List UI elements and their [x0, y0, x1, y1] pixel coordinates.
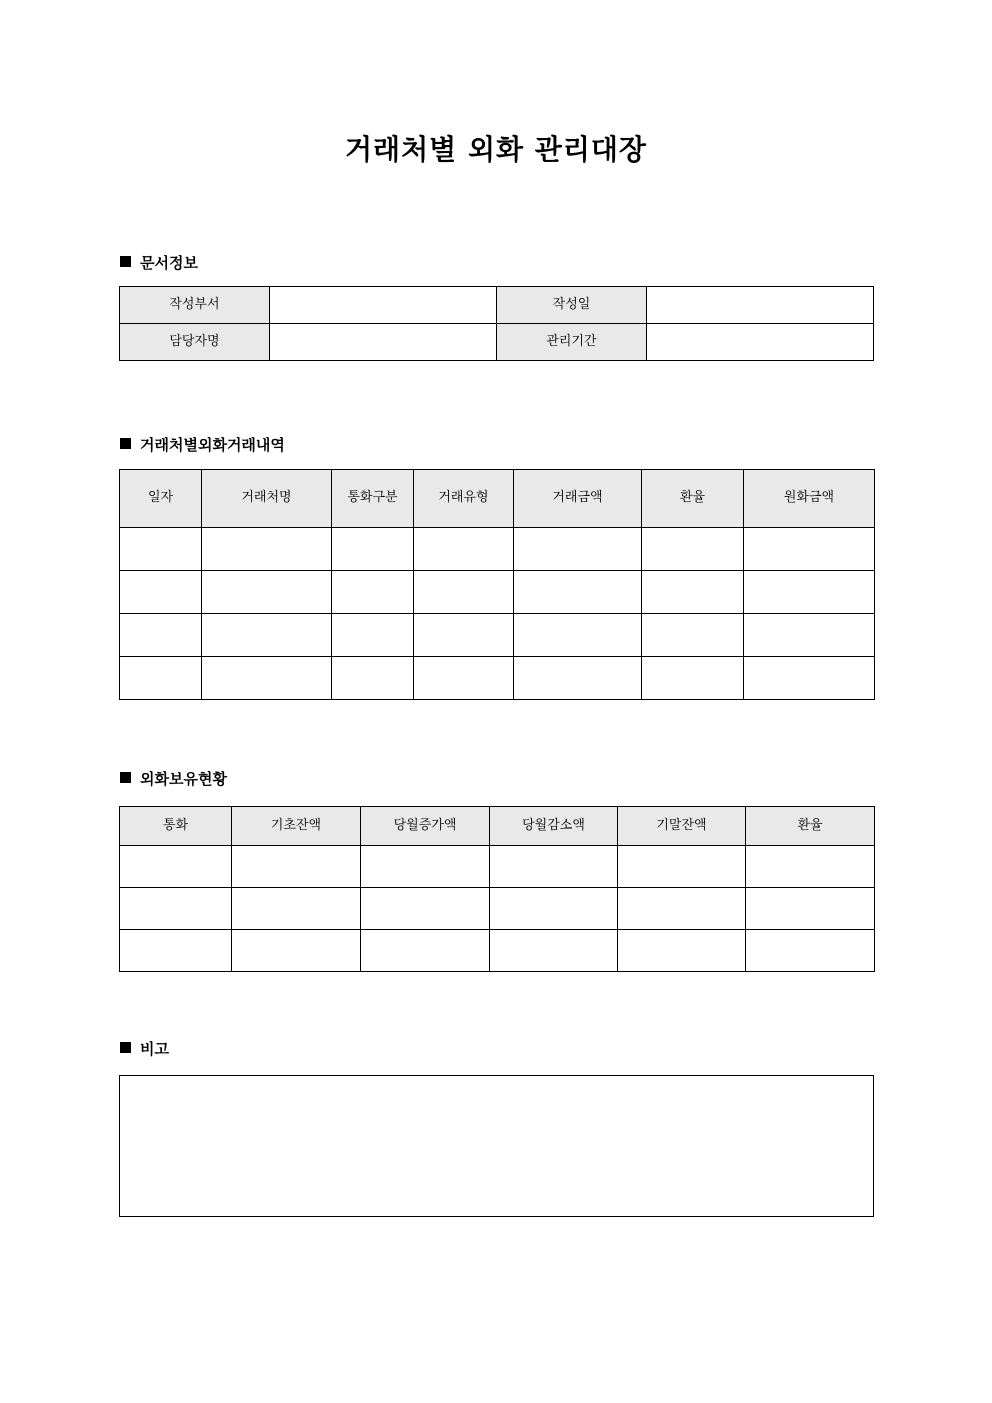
- remarks-textarea[interactable]: [119, 1075, 874, 1217]
- table-row: [120, 614, 875, 657]
- table-header-row: [120, 807, 875, 846]
- column-header-currency: 통화: [120, 807, 232, 846]
- field-label-person-in-charge: 담당자명: [120, 324, 270, 361]
- cell-krw-amount[interactable]: [744, 571, 875, 614]
- table-row: [120, 657, 875, 700]
- cell-transaction-type[interactable]: [414, 614, 514, 657]
- cell-monthly-increase[interactable]: [361, 930, 490, 972]
- cell-exchange-rate[interactable]: [642, 528, 744, 571]
- cell-monthly-increase[interactable]: [361, 888, 490, 930]
- field-value-department[interactable]: [270, 287, 497, 324]
- cell-currency-type[interactable]: [332, 614, 414, 657]
- cell-client-name[interactable]: [202, 657, 332, 700]
- field-value-management-period[interactable]: [647, 324, 874, 361]
- cell-monthly-decrease[interactable]: [490, 888, 618, 930]
- cell-exchange-rate[interactable]: [746, 846, 875, 888]
- cell-currency[interactable]: [120, 846, 232, 888]
- table-row: [120, 846, 875, 888]
- cell-krw-amount[interactable]: [744, 657, 875, 700]
- cell-ending-balance[interactable]: [618, 930, 746, 972]
- cell-monthly-decrease[interactable]: [490, 846, 618, 888]
- cell-beginning-balance[interactable]: [232, 930, 361, 972]
- cell-beginning-balance[interactable]: [232, 888, 361, 930]
- cell-monthly-increase[interactable]: [361, 846, 490, 888]
- section-heading-label: 거래처별외화거래내역: [140, 436, 285, 454]
- cell-krw-amount[interactable]: [744, 528, 875, 571]
- column-header-ending-balance: 기말잔액: [618, 807, 746, 846]
- section-heading-transactions: [120, 436, 285, 454]
- cell-transaction-type[interactable]: [414, 528, 514, 571]
- cell-beginning-balance[interactable]: [232, 846, 361, 888]
- cell-currency-type[interactable]: [332, 528, 414, 571]
- cell-transaction-type[interactable]: [414, 657, 514, 700]
- section-heading-label: 비고: [140, 1040, 169, 1058]
- cell-ending-balance[interactable]: [618, 846, 746, 888]
- square-bullet-icon: [120, 1042, 131, 1053]
- column-header-krw-amount: 원화금액: [744, 470, 875, 528]
- cell-client-name[interactable]: [202, 571, 332, 614]
- cell-transaction-amount[interactable]: [514, 614, 642, 657]
- cell-date[interactable]: [120, 571, 202, 614]
- column-header-date: 일자: [120, 470, 202, 528]
- table-row: [120, 528, 875, 571]
- table-row: [120, 324, 874, 361]
- cell-transaction-amount[interactable]: [514, 528, 642, 571]
- cell-client-name[interactable]: [202, 528, 332, 571]
- field-label-created-date: 작성일: [497, 287, 647, 324]
- table-row: [120, 930, 875, 972]
- cell-date[interactable]: [120, 657, 202, 700]
- column-header-transaction-type: 거래유형: [414, 470, 514, 528]
- cell-date[interactable]: [120, 528, 202, 571]
- table-row: [120, 287, 874, 324]
- square-bullet-icon: [120, 438, 131, 449]
- cell-exchange-rate[interactable]: [642, 571, 744, 614]
- table-header-row: [120, 470, 875, 528]
- document-info-table: [119, 286, 874, 361]
- column-header-client-name: 거래처명: [202, 470, 332, 528]
- column-header-currency-type: 통화구분: [332, 470, 414, 528]
- section-heading-remarks: [120, 1040, 169, 1058]
- cell-currency-type[interactable]: [332, 571, 414, 614]
- cell-exchange-rate[interactable]: [746, 930, 875, 972]
- cell-transaction-amount[interactable]: [514, 571, 642, 614]
- section-heading-label: 문서정보: [140, 254, 198, 272]
- field-value-created-date[interactable]: [647, 287, 874, 324]
- column-header-exchange-rate: 환율: [642, 470, 744, 528]
- transactions-table: [119, 469, 875, 700]
- cell-transaction-type[interactable]: [414, 571, 514, 614]
- cell-monthly-decrease[interactable]: [490, 930, 618, 972]
- field-label-department: 작성부서: [120, 287, 270, 324]
- cell-date[interactable]: [120, 614, 202, 657]
- cell-client-name[interactable]: [202, 614, 332, 657]
- column-header-transaction-amount: 거래금액: [514, 470, 642, 528]
- field-value-person-in-charge[interactable]: [270, 324, 497, 361]
- column-header-beginning-balance: 기초잔액: [232, 807, 361, 846]
- section-heading-document-info: [120, 254, 198, 272]
- cell-currency-type[interactable]: [332, 657, 414, 700]
- page-title: 거래처별 외화 관리대장: [345, 133, 647, 166]
- holdings-table: [119, 806, 875, 972]
- column-header-monthly-decrease: 당월감소액: [490, 807, 618, 846]
- cell-ending-balance[interactable]: [618, 888, 746, 930]
- cell-transaction-amount[interactable]: [514, 657, 642, 700]
- column-header-monthly-increase: 당월증가액: [361, 807, 490, 846]
- table-row: [120, 571, 875, 614]
- field-label-management-period: 관리기간: [497, 324, 647, 361]
- cell-krw-amount[interactable]: [744, 614, 875, 657]
- cell-exchange-rate[interactable]: [746, 888, 875, 930]
- square-bullet-icon: [120, 772, 131, 783]
- cell-exchange-rate[interactable]: [642, 614, 744, 657]
- section-heading-label: 외화보유현황: [140, 770, 227, 788]
- section-heading-holdings: [120, 770, 227, 788]
- cell-currency[interactable]: [120, 888, 232, 930]
- square-bullet-icon: [120, 256, 131, 267]
- table-row: [120, 888, 875, 930]
- cell-currency[interactable]: [120, 930, 232, 972]
- cell-exchange-rate[interactable]: [642, 657, 744, 700]
- column-header-exchange-rate: 환율: [746, 807, 875, 846]
